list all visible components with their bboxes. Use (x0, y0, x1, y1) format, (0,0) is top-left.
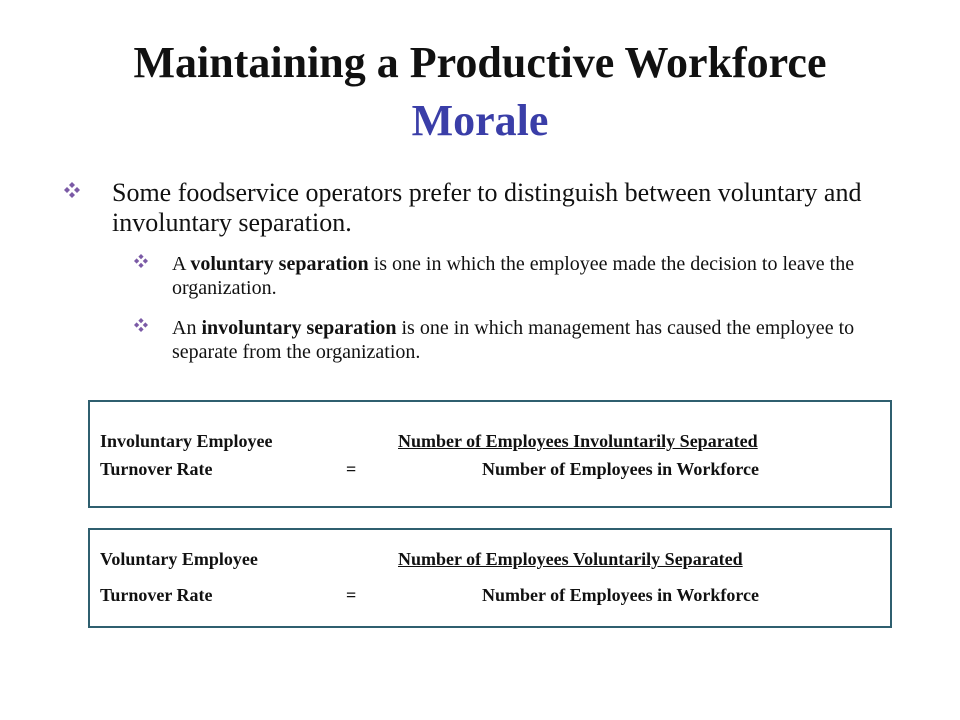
four-diamond-bullet-icon (64, 182, 80, 198)
sub-bullet-pre: An (172, 317, 202, 339)
formula-equals: = (346, 459, 357, 479)
sub-bullet-term: voluntary separation (190, 253, 369, 275)
voluntary-turnover-formula-box (88, 528, 892, 628)
sub-bullet-voluntary (172, 252, 892, 300)
slide-title: Maintaining a Productive Workforce (133, 38, 827, 87)
involuntary-turnover-formula-box (88, 400, 892, 508)
sub-bullet-involuntary (172, 316, 892, 364)
sub-bullet-post: is one in which management has caused the employee to separate from the organization. (172, 317, 855, 363)
sub-bullet-term: involuntary separation (201, 317, 397, 339)
main-bullet-text: Some foodservice operators prefer to distinguish between voluntary and involuntary separation. (112, 178, 862, 237)
formula-label-line1: Involuntary Employee (100, 431, 273, 451)
formula-label-line1: Voluntary Employee (100, 549, 258, 569)
slide-subtitle: Morale (411, 96, 549, 145)
formula-equals: = (346, 585, 357, 605)
sub-bullet-pre: A (172, 253, 191, 275)
formula-denominator: Number of Employees in Workforce (482, 585, 759, 605)
formula-label-line2: Turnover Rate (100, 585, 213, 605)
sub-bullet-post: is one in which the employee made the decision to leave the organization. (172, 253, 855, 299)
formula-numerator: Number of Employees Involuntarily Separated (398, 431, 758, 451)
four-diamond-bullet-icon (134, 254, 148, 268)
formula-numerator: Number of Employees Voluntarily Separated (398, 549, 743, 569)
formula-denominator: Number of Employees in Workforce (482, 459, 759, 479)
formula-label-line2: Turnover Rate (100, 459, 213, 479)
four-diamond-bullet-icon (134, 318, 148, 332)
